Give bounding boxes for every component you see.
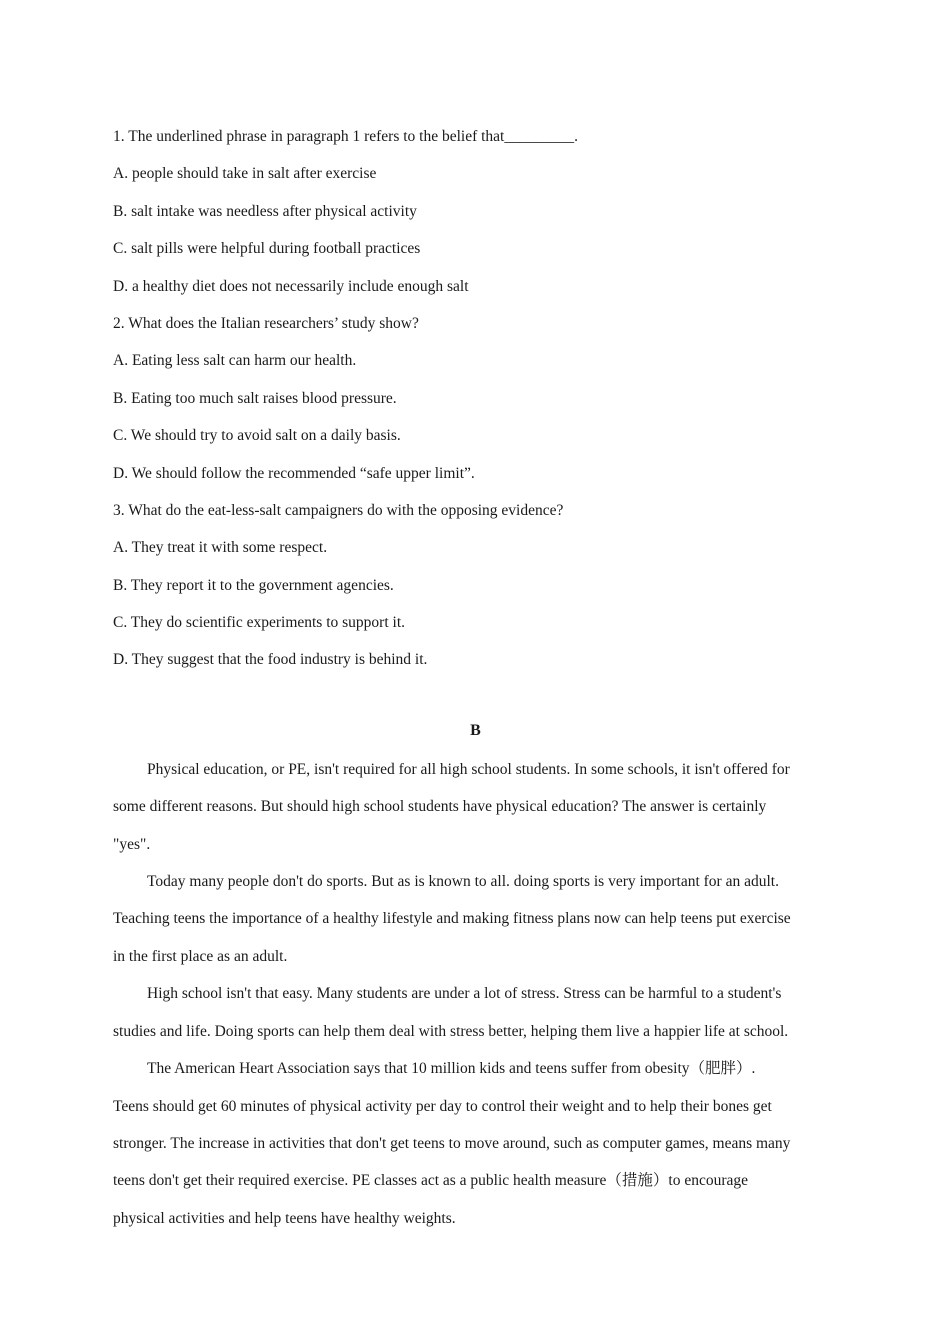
paragraph-1	[113, 751, 838, 863]
paragraph-2-line-2: Teaching teens the importance of a healthy lifestyle and making fitness plans now can help teens put exercise	[113, 910, 791, 928]
paragraph-3-line-1: High school isn't that easy. Many students are under a lot of stress. Stress can be harmful to a student's	[147, 985, 782, 1003]
question-1-option-c: C. salt pills were helpful during football practices	[113, 240, 421, 258]
paragraph-1-line-1: Physical education, or PE, isn't required for all high school students. In some schools, it isn't offered for	[147, 760, 790, 778]
question-3-option-c: C. They do scientific experiments to support it.	[113, 614, 406, 632]
question-3-option-d: D. They suggest that the food industry is behind it.	[113, 651, 428, 669]
paragraph-4-line-5: physical activities and help teens have healthy weights.	[113, 1209, 456, 1227]
question-2-stem: 2. What does the Italian researchers’ study show?	[113, 314, 419, 332]
question-3-option-b: B. They report it to the government agencies.	[113, 576, 394, 594]
section-b-title: B	[470, 721, 481, 739]
paragraph-4-line-3: stronger. The increase in activities that don't get teens to move around, such as computer games, means many	[113, 1134, 791, 1152]
question-3-option-a: A. They treat it with some respect.	[113, 539, 328, 557]
question-2-option-b: B. Eating too much salt raises blood pressure.	[113, 389, 397, 407]
paragraph-4-line-1: The American Heart Association says that 10 million kids and teens suffer from obesity（肥胖）.	[147, 1060, 756, 1078]
question-1-stem: 1. The underlined phrase in paragraph 1 refers to the belief that_________.	[113, 128, 578, 145]
paragraph-1-line-2: some different reasons. But should high school students have physical education? The answer is certainly	[113, 798, 767, 816]
question-1-option-a: A. people should take in salt after exercise	[113, 165, 377, 183]
paragraph-2-line-1: Today many people don't do sports. But as is known to all. doing sports is very important for an adult.	[147, 873, 779, 891]
paragraph-4	[113, 1050, 838, 1237]
paragraph-4-line-2: Teens should get 60 minutes of physical activity per day to control their weight and to help their bones get	[113, 1097, 772, 1115]
question-1-option-b: B. salt intake was needless after physical activity	[113, 202, 417, 220]
paragraph-2-line-3: in the first place as an adult.	[113, 947, 288, 965]
paragraph-3	[113, 975, 838, 1050]
question-2-option-a: A. Eating less salt can harm our health.	[113, 352, 357, 370]
question-3-stem: 3. What do the eat-less-salt campaigners do with the opposing evidence?	[113, 501, 564, 519]
question-2-option-d: D. We should follow the recommended “safe upper limit”.	[113, 464, 475, 482]
paragraph-4-line-4: teens don't get their required exercise. PE classes act as a public health measure（措施）to encourage	[113, 1172, 749, 1190]
paragraph-2	[113, 863, 838, 975]
question-1-option-d: D. a healthy diet does not necessarily include enough salt	[113, 277, 469, 295]
paragraph-3-line-2: studies and life. Doing sports can help them deal with stress better, helping them live a happier life at school.	[113, 1022, 789, 1040]
question-2-option-c: C. We should try to avoid salt on a daily basis.	[113, 427, 401, 445]
document-page	[113, 118, 838, 1237]
paragraph-1-line-3: "yes".	[113, 835, 151, 853]
